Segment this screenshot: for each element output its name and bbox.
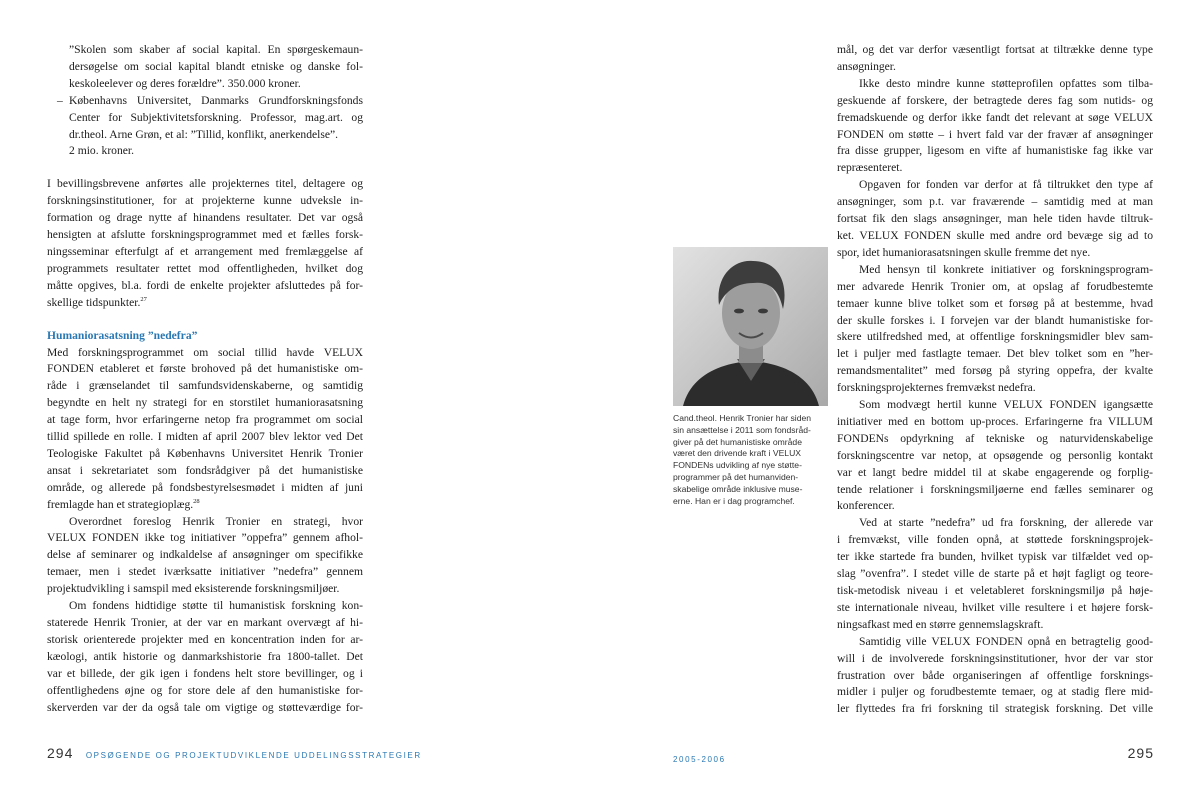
text-line: Som modvægt hertil kunne VELUX FONDEN igangsætte (859, 398, 1153, 412)
text-line: var et langt bedre middel til at skabe engagerende og forplig- (837, 465, 1153, 479)
text-line: Teologiske Fakultet på Københavns Universitet Henrik Tronier (47, 446, 363, 460)
text-line: Om fondens hidtidige støtte til humanistisk forskning kon- (69, 599, 363, 613)
text-line: geskuende af forskere, der betragtede deres fag som nutids- og (837, 93, 1153, 107)
text-line: I bevillingsbrevene anførtes alle projekternes titel, deltagere og (47, 177, 363, 191)
text-line: måtte opgives, bl.a. fordi de enkelte projekter afsluttedes på for- (47, 278, 363, 292)
text-line: område, og allerede på fondsbestyrelsesmødet i midten af juni (47, 480, 363, 494)
text-line: ler flyttedes fra fri forskning til strategisk forskning. Det ville (837, 702, 1153, 716)
text-line: konferencer. (837, 499, 895, 513)
paragraph (47, 345, 363, 514)
footnote-ref: 27 (140, 295, 147, 303)
text-line: delse af seminarer og indkaldelse af ansøgninger om specifikke (47, 548, 363, 562)
text-line: Opgaven for fonden var derfor at få tiltrukket den type af (859, 178, 1153, 192)
page-number-right: 295 (1127, 745, 1154, 761)
bullet-item (47, 93, 363, 161)
text-line: ansøgninger, som p.t. var fraværende – samtidig med at man (837, 195, 1153, 209)
text-line: Ved at starte ”nedefra” ud fra forskning, der allerede var (859, 516, 1153, 530)
text-line: forskningsprojekternes fremvækst nedefra. (837, 381, 1036, 395)
photo-caption (673, 413, 833, 507)
caption-line: skabelige område inklusive muse- (673, 483, 803, 494)
center-footer (673, 749, 726, 767)
text-line: dersøgelse om social kapital blandt etniske og danske fol- (69, 59, 363, 73)
text-line: remandsmentalitet” med forsøg på styring oppefra, der kvalte (837, 364, 1153, 378)
text-line: Center for Subjektivitetsforskning. Professor, mag.art. og (69, 110, 363, 124)
text-line: ter ikke startede fra bunden, hvilket typisk var tilfældet ved op- (837, 550, 1153, 564)
text-line: FONDENs opdyrkning af tekniske og naturvidenskabelige (837, 431, 1153, 445)
text-line: programmets resultater rettet mod offentligheden, hvilket dog (47, 261, 363, 275)
running-title: OPSØGENDE OG PROJEKTUDVIKLENDE UDDELINGSSTRATEGIER (85, 751, 422, 760)
text-line: kæologi, antik historie og danmarkshistorie fra 1800-tallet. Det (47, 649, 363, 663)
text-line: spor, idet humaniorasatsningen skulle fremme det nye. (837, 245, 1091, 259)
caption-line: FONDENs udvikling af nye støtte- (673, 460, 802, 471)
text-line: keskoleelever og deres forældre”. 350.000 kroner. (69, 76, 301, 90)
paragraph (837, 177, 1153, 262)
text-line: tende relationer i forskningsmiljøerne end fælles seminarer og (837, 482, 1153, 496)
paragraph (837, 42, 1153, 76)
left-footer (47, 745, 422, 763)
text-line: mer advarede Henrik Tronier om, at opslag af forudbestemte (837, 279, 1153, 293)
portrait-illustration (673, 247, 828, 406)
paragraph (47, 598, 363, 716)
footnote-ref: 28 (193, 497, 200, 505)
left-page-column (47, 42, 363, 716)
text-line: forskningscentre var netop, at opsøgende og personlig kontakt (837, 448, 1153, 462)
bullet-continuation (47, 42, 363, 93)
text-line: projektudvikling i samspil med eksisterende forskningsmiljøer. (47, 582, 340, 596)
text-line: at tage form, hvor erfaringerne netop fra programmet om social (47, 413, 363, 427)
text-line (47, 295, 363, 312)
line-text: fremlagde han et strategioplæg. (47, 497, 194, 511)
text-line: 2 mio. kroner. (69, 144, 135, 158)
text-line: råde i grænselandet til samfundsvidenskaberne, og samtidig (47, 379, 363, 393)
text-line: VELUX FONDEN ikke tog initiativer ”oppefra” gennem afhol- (47, 531, 363, 545)
text-line: skerverden var der da også tale om vigtige og støtteværdige for- (47, 700, 363, 714)
text-line: FONDEN om støtte – i hvert fald var der fravær af ansøgninger (837, 127, 1153, 141)
text-line: fortsat fik den slags ansøgninger, man hele tiden havde tiltruk- (837, 212, 1153, 226)
text-line: skere utilfredshed med, at offentlige forskningsmidler blev sam- (837, 330, 1153, 344)
text-line: tisk-metodisk niveau i et veletableret forskningsmiljø på høje- (837, 584, 1153, 597)
right-page-column (837, 42, 1153, 718)
page-number-left: 294 (47, 745, 74, 761)
text-line: will i de involverede forskningsinstitutioner, hvor der var stor (837, 651, 1153, 665)
text-line: ningsafkast med en større gennemslagskraft. (837, 617, 1044, 631)
text-line: temaer, men i stedet iværksatte initiativer ”nedefra” gennem (47, 565, 363, 579)
paragraph (837, 76, 1153, 177)
text-line: staterede Henrik Tronier, at der var en markant overvægt af hi- (47, 616, 363, 629)
text-line: frustration over både organiseringen af offentlige forsknings- (837, 668, 1153, 682)
caption-line: sin ansættelse i 2011 som fondsråd- (673, 424, 811, 435)
text-line: ket. VELUX FONDEN skulle med andre ord bevæge sig ad to (837, 228, 1153, 242)
text-line: storisk orienterede projekter med en koncentration inden for ar- (47, 632, 363, 646)
text-line: var et billede, der gik igen i fondens helt store bevillinger, og i (47, 666, 363, 680)
right-footer (1128, 745, 1154, 763)
text-line: temaer kunne blive tolket som et forsøg på at bestemme, hvad (837, 296, 1153, 310)
text-line: offentlighedens øjne og for store dele af den humanistiske for- (47, 683, 363, 697)
caption-line: programmer på det humanviden- (673, 471, 799, 482)
text-line: slag ”ovenfra”. I stedet ville de starte på et højt fagligt og teore- (837, 567, 1153, 581)
paragraph (837, 515, 1153, 633)
text-line: Samtidig ville VELUX FONDEN opnå en betragtelig good- (859, 634, 1153, 648)
bullet-dash: – (57, 93, 63, 107)
portrait-photo (673, 247, 828, 406)
text-line: ansat i sekretariatet som fondsrådgiver på det humanistiske (47, 463, 363, 477)
section-heading: Humaniorasatsning ”nedefra” (47, 328, 198, 342)
text-line: mål, og det var derfor væsentligt fortsat at tiltrække denne type (837, 43, 1153, 56)
paragraph (47, 176, 363, 311)
text-line: ansøgninger. (837, 59, 896, 73)
text-line: Med hensyn til konkrete initiativer og forskningsprogram- (859, 262, 1153, 276)
paragraph (837, 634, 1153, 719)
paragraph (837, 397, 1153, 515)
caption-line: været den drivende kraft i VELUX (673, 448, 802, 459)
caption-line: erne. Han er i dag programchef. (673, 495, 795, 506)
text-line: initiativer med en bottom up-proces. Erfaringerne fra VILLUM (837, 414, 1153, 428)
caption-line: giver på det humanistiske område (673, 436, 802, 447)
text-line: let i puljer med fastlagte temaer. Det blev tolket som en ”her- (837, 347, 1153, 361)
running-years: 2005-2006 (673, 755, 726, 764)
text-line: repræsenteret. (837, 161, 903, 175)
text-line: der skulle forskes i. I forvejen var der blandt humanistiske for- (837, 313, 1153, 327)
text-line (47, 497, 363, 514)
text-line: formation og drage nytte af hinandens resultater. Det var også (47, 211, 363, 225)
text-line: Københavns Universitet, Danmarks Grundforskningsfonds (69, 93, 363, 107)
text-line: fra disse grupper, ligesom en vifte af humanistiske fag ikke var (837, 144, 1153, 158)
text-line: Overordnet foreslog Henrik Tronier en strategi, hvor (69, 514, 363, 528)
text-line: i fremvækst, ville fonden opnå, at støttede forskningsprojek- (837, 533, 1153, 547)
text-line: tillid spillede en rolle. I midten af april 2007 blev lektor ved Det (47, 430, 363, 444)
text-line: ste internationale niveau, hvilket ville resultere i et højere forsk- (837, 600, 1153, 614)
text-line: Med forskningsprogrammet om social tillid havde VELUX (47, 345, 363, 359)
text-line: ningsseminar efterfulgt af et arrangement med fremlæggelse af (47, 244, 363, 258)
text-line: ”Skolen som skaber af social kapital. En spørgeskemaun- (69, 43, 363, 56)
text-line: dr.theol. Arne Grøn, et al: ”Tillid, konflikt, anerkendelse”. (69, 127, 339, 141)
text-line: fremadskuende og derfor ikke fandt det relevant at søge VELUX (837, 110, 1153, 124)
text-line: Ikke desto mindre kunne støtteprofilen opfattes som tilba- (859, 76, 1153, 90)
text-line: FONDEN etableret et første brohoved på det humanistiske om- (47, 362, 363, 376)
paragraph (47, 514, 363, 599)
text-line: hensigten at afslutte forskningsprogrammet med et fælles forsk- (47, 228, 363, 242)
line-text: skellige tidspunkter. (47, 295, 141, 309)
text-line: midler i puljer og forudbestemte temaer, og at stadig flere mid- (837, 685, 1153, 699)
paragraph (837, 262, 1153, 397)
text-line: begyndte en helt ny strategi for en storstilet humaniorasatsning (47, 396, 363, 410)
caption-line: Cand.theol. Henrik Tronier har siden (673, 413, 812, 423)
text-line: forskningsinstitutioner, for at projekterne kunne udveksle in- (47, 194, 363, 208)
